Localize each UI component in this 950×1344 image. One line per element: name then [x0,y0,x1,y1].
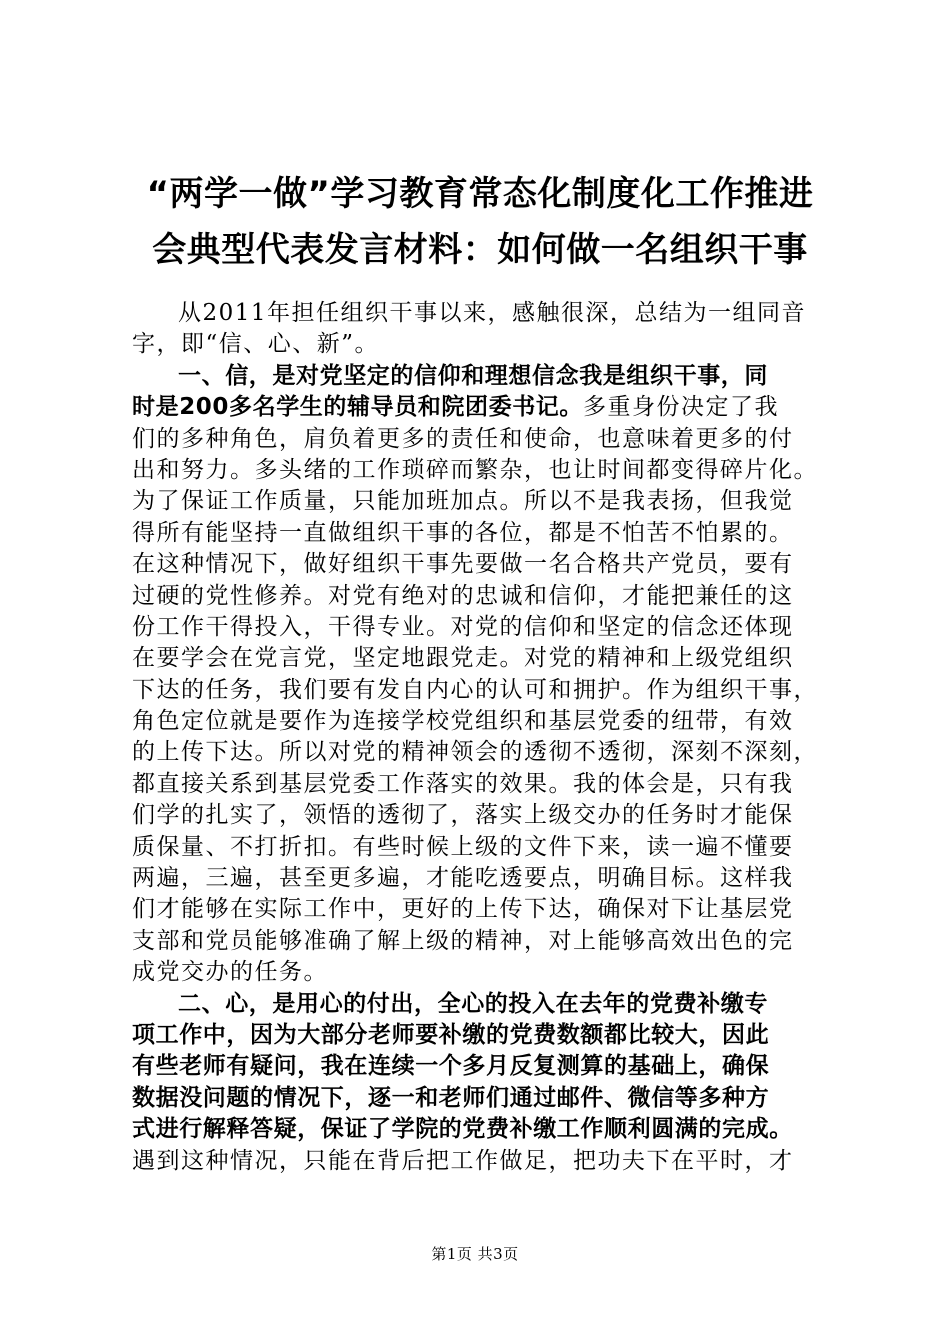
title-line-1: “两学一做”学习教育常态化制度化工作推进 [146,174,814,214]
body-line: 都直接关系到基层党委工作落实的效果。我的体会是，只有我 [132,770,794,797]
body-line: 支部和党员能够准确了解上级的精神，对上能够高效出色的完 [132,927,794,954]
body-line-bold: 项工作中，因为大部分老师要补缴的党费数额都比较大，因此 [132,1021,770,1048]
body-line-bold: 式进行解释答疑，保证了学院的党费补缴工作顺利圆满的完成。 [132,1116,793,1143]
section-heading-line: 一、信，是对党坚定的信仰和理想信念我是组织干事，同 [178,362,768,389]
body-line: 下达的任务，我们要有发自内心的认可和拥护。作为组织干事， [132,676,818,703]
body-line: 角色定位就是要作为连接学校党组织和基层党委的纽带，有效 [132,708,794,735]
body-line: 的上传下达。所以对党的精神领会的透彻不透彻，深刻不深刻， [132,739,818,766]
section-heading-line: 二、心，是用心的付出，全心的投入在去年的党费补缴专 [178,990,768,1017]
body-line: 为了保证工作质量，只能加班加点。所以不是我表扬，但我觉 [132,488,794,515]
document-body [132,298,832,1177]
body-line: 在要学会在党言党，坚定地跟党走。对党的精神和上级党组织 [132,645,794,672]
body-line-mixed [132,392,832,423]
section-heading-tail: 时是200多名学生的辅导员和院团委书记。 [132,394,584,421]
page-footer: 第1页 共3页 [431,1245,519,1263]
body-line: 出和努力。多头绪的工作琐碎而繁杂，也让时间都变得碎片化。 [132,456,818,483]
body-line: 遇到这种情况，只能在背后把工作做足，把功夫下在平时，才 [132,1147,794,1174]
body-line: 们学的扎实了，领悟的透彻了，落实上级交办的任务时才能保 [132,802,794,829]
document-title [120,166,840,278]
body-line: 从2011年担任组织干事以来，感触很深，总结为一组同音 [178,300,807,326]
body-line: 们才能够在实际工作中，更好的上传下达，确保对下让基层党 [132,896,794,923]
body-line: 质保量、不打折扣。有些时候上级的文件下来，读一遍不懂要 [132,833,794,860]
body-line: 过硬的党性修养。对党有绝对的忠诚和信仰，才能把兼任的这 [132,582,794,609]
body-line-bold: 数据没问题的情况下，逐一和老师们通过邮件、微信等多种方 [132,1084,770,1111]
body-line: 成党交办的任务。 [132,959,328,986]
body-line-bold: 有些老师有疑问，我在连续一个多月反复测算的基础上，确保 [132,1053,770,1080]
body-line: 两遍，三遍，甚至更多遍，才能吃透要点，明确目标。这样我 [132,865,794,892]
title-line-2: 会典型代表发言材料：如何做一名组织干事 [152,230,808,270]
body-line: 份工作干得投入，干得专业。对党的信仰和坚定的信念还体现 [132,613,794,640]
body-line-tail: 多重身份决定了我 [583,394,780,421]
body-line: 们的多种角色，肩负着更多的责任和使命，也意味着更多的付 [132,425,794,452]
body-line: 在这种情况下，做好组织干事先要做一名合格共产党员，要有 [132,551,794,578]
body-line: 得所有能坚持一直做组织干事的各位，都是不怕苦不怕累的。 [132,519,794,546]
body-line: 字，即“信、心、新”。 [132,331,380,358]
